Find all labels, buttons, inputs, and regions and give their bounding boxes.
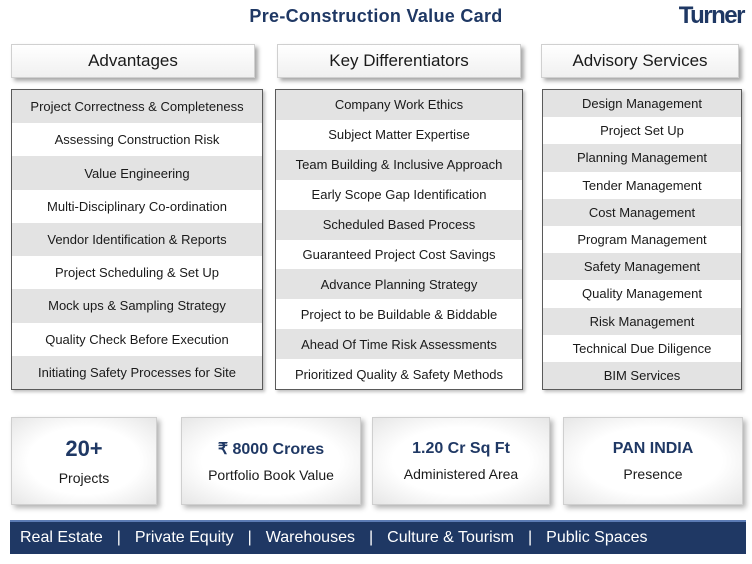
advantages-list <box>11 89 263 390</box>
list-item: Ahead Of Time Risk Assessments <box>276 329 522 359</box>
list-item: BIM Services <box>543 362 741 389</box>
list-item: Project Correctness & Completeness <box>12 90 262 123</box>
stat-label: Administered Area <box>403 466 519 482</box>
stat-presence <box>563 417 743 505</box>
list-item: Project Scheduling & Set Up <box>12 256 262 289</box>
list-item: Program Management <box>543 226 741 253</box>
list-item: Vendor Identification & Reports <box>12 223 262 256</box>
stat-portfolio-value <box>181 417 361 505</box>
sector-item: Public Spaces <box>546 529 648 546</box>
stat-value: 1.20 Cr Sq Ft <box>412 440 510 457</box>
separator: | <box>368 529 374 546</box>
list-item: Scheduled Based Process <box>276 210 522 240</box>
list-item: Advance Planning Strategy <box>276 269 522 299</box>
advantages-header: Advantages <box>11 44 255 78</box>
turner-logo: Turner <box>678 2 744 29</box>
list-item: Safety Management <box>543 253 741 280</box>
sector-item: Warehouses <box>265 529 355 546</box>
stat-label: Presence <box>623 466 683 482</box>
sector-item: Real Estate <box>20 529 103 546</box>
list-item: Prioritized Quality & Safety Methods <box>276 359 522 389</box>
stat-label: Portfolio Book Value <box>208 467 334 483</box>
list-item: Mock ups & Sampling Strategy <box>12 289 262 322</box>
key-differentiators-list <box>275 89 523 390</box>
list-item: Risk Management <box>543 308 741 335</box>
advisory-services-header: Advisory Services <box>541 44 739 78</box>
list-item: Tender Management <box>543 172 741 199</box>
separator: | <box>247 529 252 546</box>
list-item: Guaranteed Project Cost Savings <box>276 240 522 270</box>
list-item: Cost Management <box>543 199 741 226</box>
advisory-services-list <box>542 89 742 390</box>
list-item: Design Management <box>543 90 741 117</box>
list-item: Technical Due Diligence <box>543 335 741 362</box>
sector-item: Private Equity <box>134 529 234 546</box>
list-item: Quality Check Before Execution <box>12 323 262 356</box>
stat-projects <box>11 417 157 505</box>
list-item: Value Engineering <box>12 156 262 189</box>
list-item: Early Scope Gap Identification <box>276 180 522 210</box>
stat-value: PAN INDIA <box>612 440 694 457</box>
stat-value: ₹ 8000 Crores <box>217 441 325 458</box>
list-item: Assessing Construction Risk <box>12 123 262 156</box>
list-item: Multi-Disciplinary Co-ordination <box>12 190 262 223</box>
list-item: Project Set Up <box>543 117 741 144</box>
stat-value: 20+ <box>65 436 103 461</box>
list-item: Planning Management <box>543 144 741 171</box>
list-item: Subject Matter Expertise <box>276 120 522 150</box>
separator: | <box>528 529 533 546</box>
list-item: Project to be Buildable & Biddable <box>276 299 522 329</box>
stat-label: Projects <box>58 470 110 486</box>
list-item: Quality Management <box>543 280 741 307</box>
list-item: Company Work Ethics <box>276 90 522 120</box>
list-item: Team Building & Inclusive Approach <box>276 150 522 180</box>
sectors-banner <box>10 520 746 554</box>
sector-item: Culture & Tourism <box>387 529 514 546</box>
stat-administered-area <box>372 417 550 505</box>
page-title: Pre-Construction Value Card <box>249 6 503 26</box>
key-differentiators-header: Key Differentiators <box>277 44 521 78</box>
separator: | <box>116 529 121 546</box>
list-item: Initiating Safety Processes for Site <box>12 356 262 389</box>
